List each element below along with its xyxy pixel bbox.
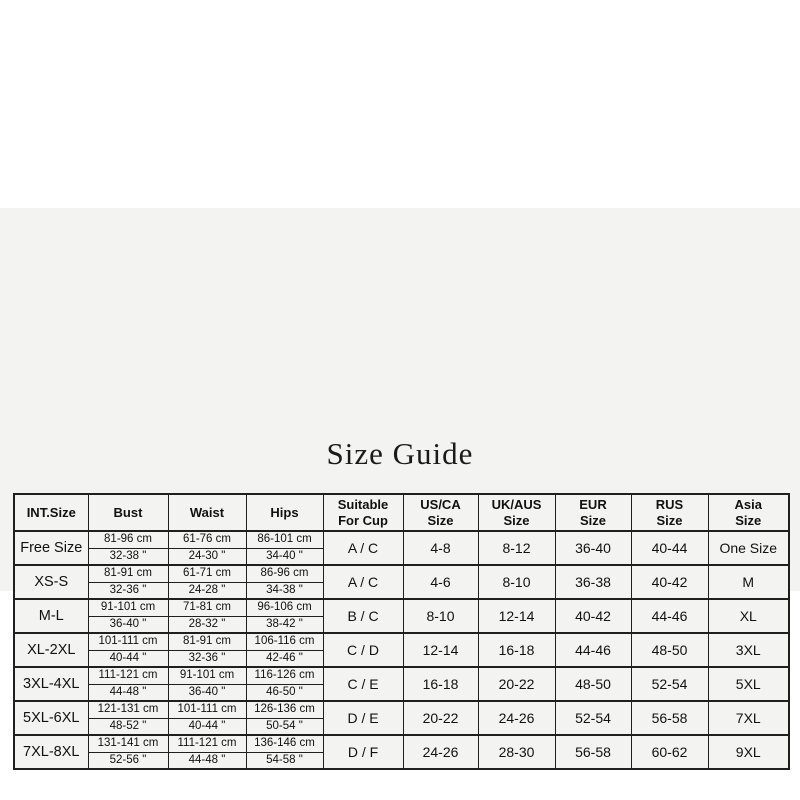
cell-asia: XL xyxy=(708,599,789,633)
header-label: US/CA xyxy=(420,496,461,512)
cell-hips-in: 42-46 " xyxy=(246,650,323,667)
cell-rus: 56-58 xyxy=(631,701,708,735)
cell-bust-cm: 111-121 cm xyxy=(88,667,168,684)
table-row xyxy=(14,531,789,548)
cell-rus: 60-62 xyxy=(631,735,708,769)
table-row xyxy=(14,735,789,752)
cell-hips-in: 34-38 " xyxy=(246,582,323,599)
cell-bust-in: 36-40 " xyxy=(88,616,168,633)
cell-waist-cm: 91-101 cm xyxy=(168,667,246,684)
size-guide-panel xyxy=(0,208,800,766)
cell-bust-in: 32-36 " xyxy=(88,582,168,599)
header-label: Size xyxy=(427,512,454,528)
cell-rus: 52-54 xyxy=(631,667,708,701)
cell-ukaus: 8-12 xyxy=(478,531,555,565)
header-label: Size xyxy=(735,512,762,528)
cell-rus: 40-44 xyxy=(631,531,708,565)
header-label: For Cup xyxy=(338,512,388,528)
size-guide-table xyxy=(13,493,790,770)
cell-bust-cm: 81-91 cm xyxy=(88,565,168,582)
cell-cup: A / C xyxy=(323,565,403,599)
col-header-asia xyxy=(708,494,789,531)
col-header-waist xyxy=(168,494,246,531)
cell-hips-cm: 126-136 cm xyxy=(246,701,323,718)
col-header-cup xyxy=(323,494,403,531)
cell-bust-in: 44-48 " xyxy=(88,684,168,701)
cell-waist-in: 40-44 " xyxy=(168,718,246,735)
col-header-ukaus xyxy=(478,494,555,531)
cell-usca: 20-22 xyxy=(403,701,478,735)
cell-hips-cm: 106-116 cm xyxy=(246,633,323,650)
cell-waist-in: 32-36 " xyxy=(168,650,246,667)
cell-bust-in: 40-44 " xyxy=(88,650,168,667)
cell-hips-cm: 86-101 cm xyxy=(246,531,323,548)
header-label: EUR xyxy=(579,496,607,512)
cell-ukaus: 28-30 xyxy=(478,735,555,769)
cell-waist-cm: 61-76 cm xyxy=(168,531,246,548)
cell-usca: 4-8 xyxy=(403,531,478,565)
cell-asia: 9XL xyxy=(708,735,789,769)
cell-rus: 44-46 xyxy=(631,599,708,633)
cell-int-size: XL-2XL xyxy=(14,633,88,667)
header-label: UK/AUS xyxy=(491,496,542,512)
cell-waist-in: 24-28 " xyxy=(168,582,246,599)
cell-rus: 48-50 xyxy=(631,633,708,667)
cell-waist-in: 28-32 " xyxy=(168,616,246,633)
cell-int-size: M-L xyxy=(14,599,88,633)
cell-waist-cm: 111-121 cm xyxy=(168,735,246,752)
cell-asia: 7XL xyxy=(708,701,789,735)
cell-hips-cm: 96-106 cm xyxy=(246,599,323,616)
cell-usca: 12-14 xyxy=(403,633,478,667)
cell-cup: A / C xyxy=(323,531,403,565)
header-label: Bust xyxy=(113,504,143,520)
cell-waist-cm: 101-111 cm xyxy=(168,701,246,718)
cell-hips-in: 50-54 " xyxy=(246,718,323,735)
header-label: Suitable xyxy=(337,496,389,512)
header-label: Size xyxy=(579,512,606,528)
cell-rus: 40-42 xyxy=(631,565,708,599)
col-header-int-size xyxy=(14,494,88,531)
cell-ukaus: 12-14 xyxy=(478,599,555,633)
header-label: Hips xyxy=(270,504,299,520)
cell-hips-in: 34-40 " xyxy=(246,548,323,565)
cell-eur: 48-50 xyxy=(555,667,631,701)
cell-int-size: 7XL-8XL xyxy=(14,735,88,769)
cell-ukaus: 8-10 xyxy=(478,565,555,599)
cell-usca: 4-6 xyxy=(403,565,478,599)
cell-ukaus: 20-22 xyxy=(478,667,555,701)
cell-int-size: XS-S xyxy=(14,565,88,599)
cell-cup: D / E xyxy=(323,701,403,735)
cell-hips-cm: 86-96 cm xyxy=(246,565,323,582)
cell-asia: 3XL xyxy=(708,633,789,667)
cell-eur: 56-58 xyxy=(555,735,631,769)
header-label: INT.Size xyxy=(26,504,76,520)
cell-hips-in: 38-42 " xyxy=(246,616,323,633)
table-row xyxy=(14,701,789,718)
cell-usca: 24-26 xyxy=(403,735,478,769)
cell-waist-in: 24-30 " xyxy=(168,548,246,565)
cell-int-size: Free Size xyxy=(14,531,88,565)
col-header-hips xyxy=(246,494,323,531)
cell-cup: C / E xyxy=(323,667,403,701)
cell-eur: 36-40 xyxy=(555,531,631,565)
cell-asia: 5XL xyxy=(708,667,789,701)
table-row xyxy=(14,633,789,650)
cell-asia: M xyxy=(708,565,789,599)
cell-hips-cm: 116-126 cm xyxy=(246,667,323,684)
cell-eur: 40-42 xyxy=(555,599,631,633)
cell-waist-cm: 71-81 cm xyxy=(168,599,246,616)
cell-usca: 8-10 xyxy=(403,599,478,633)
cell-bust-cm: 81-96 cm xyxy=(88,531,168,548)
cell-bust-cm: 131-141 cm xyxy=(88,735,168,752)
cell-bust-in: 32-38 " xyxy=(88,548,168,565)
cell-ukaus: 16-18 xyxy=(478,633,555,667)
cell-cup: C / D xyxy=(323,633,403,667)
cell-eur: 36-38 xyxy=(555,565,631,599)
cell-cup: B / C xyxy=(323,599,403,633)
cell-ukaus: 24-26 xyxy=(478,701,555,735)
col-header-eur xyxy=(555,494,631,531)
cell-bust-in: 48-52 " xyxy=(88,718,168,735)
header-label: Asia xyxy=(734,496,762,512)
cell-waist-in: 44-48 " xyxy=(168,752,246,769)
cell-bust-cm: 91-101 cm xyxy=(88,599,168,616)
cell-bust-cm: 101-111 cm xyxy=(88,633,168,650)
cell-waist-cm: 81-91 cm xyxy=(168,633,246,650)
col-header-rus xyxy=(631,494,708,531)
header-label: RUS xyxy=(655,496,684,512)
header-label: Size xyxy=(503,512,530,528)
cell-int-size: 3XL-4XL xyxy=(14,667,88,701)
header-label: Waist xyxy=(189,504,225,520)
cell-hips-in: 54-58 " xyxy=(246,752,323,769)
cell-hips-cm: 136-146 cm xyxy=(246,735,323,752)
header-label: Size xyxy=(656,512,683,528)
page-title: Size Guide xyxy=(326,436,474,471)
table-row xyxy=(14,667,789,684)
cell-hips-in: 46-50 " xyxy=(246,684,323,701)
cell-cup: D / F xyxy=(323,735,403,769)
cell-usca: 16-18 xyxy=(403,667,478,701)
cell-eur: 52-54 xyxy=(555,701,631,735)
col-header-bust xyxy=(88,494,168,531)
cell-asia: One Size xyxy=(708,531,789,565)
cell-waist-in: 36-40 " xyxy=(168,684,246,701)
cell-int-size: 5XL-6XL xyxy=(14,701,88,735)
table-row xyxy=(14,599,789,616)
col-header-usca xyxy=(403,494,478,531)
header-row xyxy=(14,494,789,531)
cell-waist-cm: 61-71 cm xyxy=(168,565,246,582)
cell-bust-cm: 121-131 cm xyxy=(88,701,168,718)
cell-eur: 44-46 xyxy=(555,633,631,667)
cell-bust-in: 52-56 " xyxy=(88,752,168,769)
table-row xyxy=(14,565,789,582)
